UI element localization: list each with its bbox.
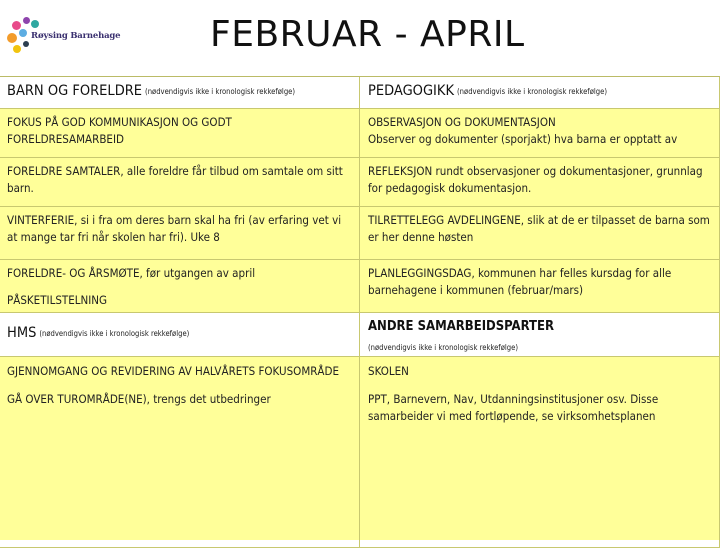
- heading-note: (nødvendigvis ikke i kronologisk rekkefølge): [457, 86, 607, 96]
- hms-heading: [0, 313, 360, 357]
- partners-items: [360, 357, 720, 548]
- barn-og-foreldre-heading: [0, 77, 360, 109]
- plan-table: [0, 76, 720, 540]
- logo-dot: [23, 41, 29, 47]
- heading-text: BARN OG FORELDRE: [7, 82, 143, 99]
- logo-dot: [23, 17, 30, 24]
- logo-dot: [19, 29, 27, 37]
- logo: [4, 15, 124, 59]
- logo-dot: [31, 20, 39, 28]
- right-item-line: OBSERVASJON OG DOKUMENTASJON: [368, 115, 556, 129]
- partners-item: SKOLEN: [368, 364, 409, 378]
- logo-text: Røysing Barnehage: [31, 31, 121, 41]
- partners-heading: [360, 313, 720, 357]
- heading-text: HMS: [7, 324, 37, 341]
- page-title: FEBRUAR - APRIL: [210, 14, 525, 55]
- logo-dot: [7, 33, 17, 43]
- hms-item: GÅ OVER TUROMRÅDE(NE), trengs det utbedringer: [7, 392, 271, 406]
- right-item: TILRETTELEGG AVDELINGENE, slik at de er tilpasset de barna som er her denne høsten: [360, 207, 720, 260]
- right-item-line: Observer og dokumenter (sporjakt) hva barna er opptatt av: [368, 132, 678, 146]
- left-item: VINTERFERIE, si i fra om deres barn skal ha fri (av erfaring vet vi at mange tar fri når skolen har fri). Uke 8: [0, 207, 360, 260]
- partners-item: PPT, Barnevern, Nav, Utdanningsinstitusjoner osv. Disse samarbeider vi med fortløpende, se virksomhetsplanen: [368, 392, 659, 423]
- left-item: FORELDRE SAMTALER, alle foreldre får tilbud om samtale om sitt barn.: [0, 158, 360, 207]
- left-item: [0, 260, 360, 313]
- heading-text: ANDRE SAMARBEIDSPARTER: [368, 319, 555, 334]
- left-extra-item: PÅSKETILSTELNING: [7, 293, 108, 307]
- right-item: PLANLEGGINGSDAG, kommunen har felles kursdag for alle barnehagene i kommunen (februar/mars): [360, 260, 720, 313]
- heading-text: PEDAGOGIKK: [368, 82, 455, 99]
- left-item-text: FORELDRE- OG ÅRSMØTE, før utgangen av april: [7, 266, 256, 280]
- pedagogikk-heading: [360, 77, 720, 109]
- logo-dot: [12, 21, 21, 30]
- hms-items: [0, 357, 360, 548]
- heading-note: (nødvendigvis ikke i kronologisk rekkefølge): [145, 86, 296, 96]
- right-item: [360, 109, 720, 158]
- heading-note: (nødvendigvis ikke i kronologisk rekkefølge): [39, 328, 190, 338]
- logo-dot: [13, 45, 21, 53]
- hms-item: GJENNOMGANG OG REVIDERING AV HALVÅRETS FOKUSOMRÅDE: [7, 364, 340, 378]
- right-item: REFLEKSJON rundt observasjoner og dokumentasjoner, grunnlag for pedagogisk dokumentasjon.: [360, 158, 720, 207]
- left-item: FOKUS PÅ GOD KOMMUNIKASJON OG GODT FORELDRESAMARBEID: [0, 109, 360, 158]
- heading-note: (nødvendigvis ikke i kronologisk rekkefølge): [368, 343, 518, 352]
